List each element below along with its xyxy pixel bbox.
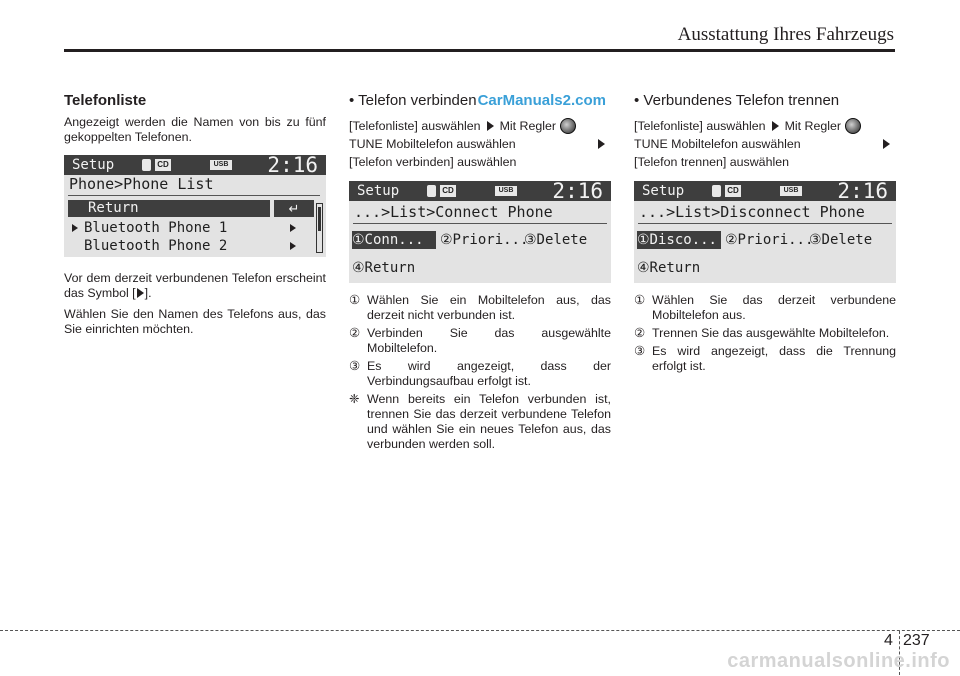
instruction-text: [Telefon verbinden] auswählen [349,155,517,169]
running-header: Ausstattung Ihres Fahrzeugs [677,24,894,45]
instruction-text: TUNE Mobiltelefon auswählen [634,137,801,151]
screen-item-label: Return [88,200,139,216]
chevron-right-icon [290,242,296,250]
instructions-disconnect [634,117,896,171]
instruction-text: Mit Regler [499,119,557,133]
note-text: Vor dem derzeit verbundenen Telefon erscheint das Symbol [ [64,271,326,300]
instruction-text: [Telefonliste] auswählen [634,119,766,133]
note-symbol: ❈ [349,392,360,406]
arrow-right-icon [487,121,494,131]
bluetooth-icon [142,159,151,171]
step-text: Verbinden Sie das ausgewählte Mobiltelefon. [367,326,611,355]
screen-setup-label: Setup [64,155,134,175]
note-text: ]. [144,286,152,300]
arrow-right-icon [772,121,779,131]
instruction-text: Mit Regler [784,119,842,133]
instruction-line [634,153,896,171]
selection-note: Wählen Sie den Namen des Telefons aus, das Sie einrichten möchten. [64,307,326,336]
intro-paragraph: Angezeigt werden die Namen von bis zu fünf gekoppelten Telefonen. [64,115,326,144]
step-number: ③ [634,344,646,358]
screen-divider [353,223,607,224]
page-number: 237 [903,632,930,649]
chapter-number: 4 [884,632,893,649]
column-disconnect-phone [634,92,896,377]
step-text: Wählen Sie das derzeit verbundene Mobiltelefon aus. [652,293,896,322]
screen-item-phone-2[interactable] [84,237,227,255]
screen-status-bar [634,181,896,201]
screen-item-return[interactable] [68,200,270,217]
step-text: Es wird angezeigt, dass der Verbindungsaufbau erfolgt ist. [367,359,611,388]
header-rule [64,49,895,52]
connected-symbol-note [64,271,326,301]
screen-path: ...>List>Connect Phone [354,203,553,221]
option-return-button[interactable]: ④Return [352,260,416,276]
instruction-text: [Telefon trennen] auswählen [634,155,789,169]
instructions-connect [349,117,611,171]
section-heading-disconnect: • Verbundenes Telefon trennen [634,92,840,109]
list-item [349,359,611,389]
screen-path: Phone>Phone List [69,175,214,193]
cd-icon: CD [725,185,741,197]
section-heading-connect [349,92,611,109]
tune-knob-icon [560,118,576,134]
steps-disconnect [634,293,896,374]
instruction-line [349,153,611,171]
step-number: ① [349,293,361,307]
list-item [634,344,896,374]
option-disconnect-button[interactable]: ①Disco... [637,231,721,249]
tune-knob-icon [845,118,861,134]
arrow-right-icon [598,139,605,149]
column-connect-phone [349,92,611,455]
screen-setup-label: Setup [349,181,419,201]
watermark-carmanualsonline: carmanualsonline.info [727,650,950,672]
screen-status-bar [349,181,611,201]
option-return-button[interactable]: ④Return [637,260,701,276]
usb-icon: USB [495,186,517,196]
screen-clock: 2:16 [552,179,603,203]
screen-setup-label: Setup [634,181,704,201]
usb-icon: USB [780,186,802,196]
option-priority-button[interactable]: ②Priori... [725,232,814,248]
screen-item-label: Bluetooth Phone 2 [84,238,228,254]
step-number: ② [634,326,646,340]
chevron-right-icon [290,224,296,232]
step-text: Es wird angezeigt, dass die Trennung erfolgt ist. [652,344,896,373]
instruction-text: [Telefonliste] auswählen [349,119,481,133]
head-unit-screen-phone-list [64,155,326,257]
screen-scrollbar[interactable] [316,203,323,253]
step-number: ① [634,293,646,307]
watermark-carmanuals: CarManuals2.com [477,92,606,109]
scrollbar-thumb[interactable] [318,207,321,231]
option-priority-button[interactable]: ②Priori... [440,232,529,248]
option-delete-button[interactable]: ③Delete [524,232,588,248]
screen-divider [68,195,320,196]
screen-divider [638,223,892,224]
option-connect-button[interactable]: ①Conn... [352,231,436,249]
instruction-text: TUNE Mobiltelefon auswählen [349,137,516,151]
list-item [634,293,896,323]
head-unit-screen-disconnect [634,181,896,283]
screen-status-bar [64,155,326,175]
instruction-line [349,135,611,153]
screen-clock: 2:16 [837,179,888,203]
footer-rule [0,630,960,631]
back-arrow-icon[interactable]: ↵ [274,200,314,217]
step-number: ② [349,326,361,340]
list-item [349,293,611,323]
screen-item-label: Bluetooth Phone 1 [84,220,228,236]
cd-icon: CD [155,159,171,171]
section-heading-phone-list: Telefonliste [64,92,147,109]
list-item [634,326,896,341]
step-number: ③ [349,359,361,373]
head-unit-screen-connect [349,181,611,283]
instruction-line [349,117,611,135]
list-item [349,392,611,452]
instruction-line [634,135,896,153]
bluetooth-icon [427,185,436,197]
list-item [349,326,611,356]
step-text: Wenn bereits ein Telefon verbunden ist, trennen Sie das derzeit verbundene Telefon und wählen Sie ein neues Telefon aus, das verbunden werden soll. [367,392,611,451]
heading-text: • Telefon verbinden [349,92,477,109]
option-delete-button[interactable]: ③Delete [809,232,873,248]
arrow-right-icon [883,139,890,149]
screen-item-phone-1[interactable] [72,219,227,237]
steps-connect [349,293,611,452]
column-phone-list [64,92,326,343]
connected-symbol-icon [137,288,144,298]
connected-marker-icon [72,224,78,232]
screen-path: ...>List>Disconnect Phone [639,203,865,221]
instruction-line [634,117,896,135]
step-text: Wählen Sie ein Mobiltelefon aus, das derzeit nicht verbunden ist. [367,293,611,322]
bluetooth-icon [712,185,721,197]
usb-icon: USB [210,160,232,170]
step-text: Trennen Sie das ausgewählte Mobiltelefon. [652,326,890,340]
cd-icon: CD [440,185,456,197]
screen-clock: 2:16 [267,153,318,177]
